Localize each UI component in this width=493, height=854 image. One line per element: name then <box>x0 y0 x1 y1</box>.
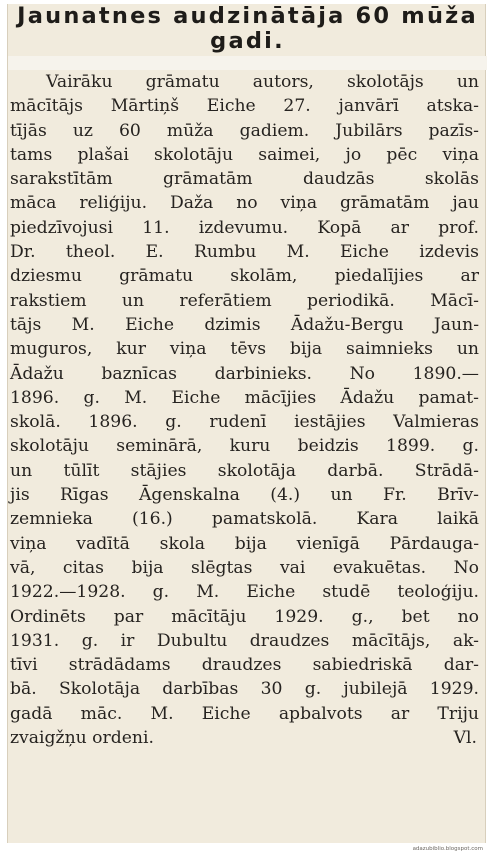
headline-line-1: Jaunatnes audzinātāja 60 mūža <box>17 4 478 29</box>
article-line: zemnieka (16.) pamatskolā. Kara laikā <box>10 509 479 530</box>
article-line: 1931. g. ir Dubultu draudzes mācītājs, ak- <box>10 630 479 651</box>
article-line: 1896. g. M. Eiche mācījies Ādažu pamat- <box>10 387 479 408</box>
article-line: piedzīvojusi 11. izdevumu. Kopā ar prof. <box>10 217 479 238</box>
headline-divider <box>8 56 487 70</box>
article-line: jis Rīgas Āgenskalna (4.) un Fr. Brīv- <box>10 485 479 506</box>
article-line: dziesmu grāmatu skolām, piedalījies ar <box>10 266 479 287</box>
article-line: gadā māc. M. Eiche apbalvots ar Triju <box>10 703 479 724</box>
article-line: 1922.—1928. g. M. Eiche studē teoloģiju. <box>10 582 479 603</box>
article-closing-text: zvaigžņu ordeni. <box>10 728 154 749</box>
article-line: māca reliģiju. Daža no viņa grāmatām jau <box>10 193 479 214</box>
headline-line-2: gadi. <box>210 28 285 54</box>
article-line: tīvi strādādams draudzes sabiedriskā dar- <box>10 655 479 676</box>
article-last-line <box>8 726 487 750</box>
article-line: muguros, kur viņa tēvs bija saimnieks un <box>10 339 479 360</box>
article-line: un tūlīt stājies skolotāja darbā. Strādā- <box>10 460 479 481</box>
source-credit: adazubiblio.blogspot.com <box>412 846 483 852</box>
newspaper-clipping <box>7 4 486 843</box>
article-line: tājs M. Eiche dzimis Ādažu-Bergu Jaun- <box>10 314 479 335</box>
headline <box>8 4 487 56</box>
article-line: Vairāku grāmatu autors, skolotājs un <box>46 72 479 92</box>
article-line: rakstiem un referātiem periodikā. Mācī- <box>10 290 479 311</box>
article-line: Ādažu baznīcas darbinieks. No 1890.— <box>10 363 479 384</box>
article-line: sarakstītām grāmatām daudzās skolās <box>10 169 479 190</box>
article-body <box>8 70 487 750</box>
article-line: tījās uz 60 mūža gadiem. Jubilārs pazīs- <box>10 120 479 141</box>
article-line: Ordinēts par mācītāju 1929. g., bet no <box>10 606 479 627</box>
author-signature: Vl. <box>453 728 477 749</box>
article-line: mācītājs Mārtiņš Eiche 27. janvārī atska- <box>10 96 479 117</box>
article-line: vā, citas bija slēgtas vai evakuētas. No <box>10 557 479 578</box>
article-line: skolotāju seminārā, kuru beidzis 1899. g. <box>10 436 479 457</box>
article-line: skolā. 1896. g. rudenī iestājies Valmieras <box>10 412 479 433</box>
article-line: Dr. theol. E. Rumbu M. Eiche izdevis <box>10 242 479 263</box>
article-line: bā. Skolotāja darbības 30 g. jubilejā 1929. <box>10 679 479 700</box>
article-line: viņa vadītā skola bija vienīgā Pārdauga- <box>10 533 479 554</box>
article-line: tams plašai skolotāju saimei, jo pēc viņa <box>10 144 479 165</box>
